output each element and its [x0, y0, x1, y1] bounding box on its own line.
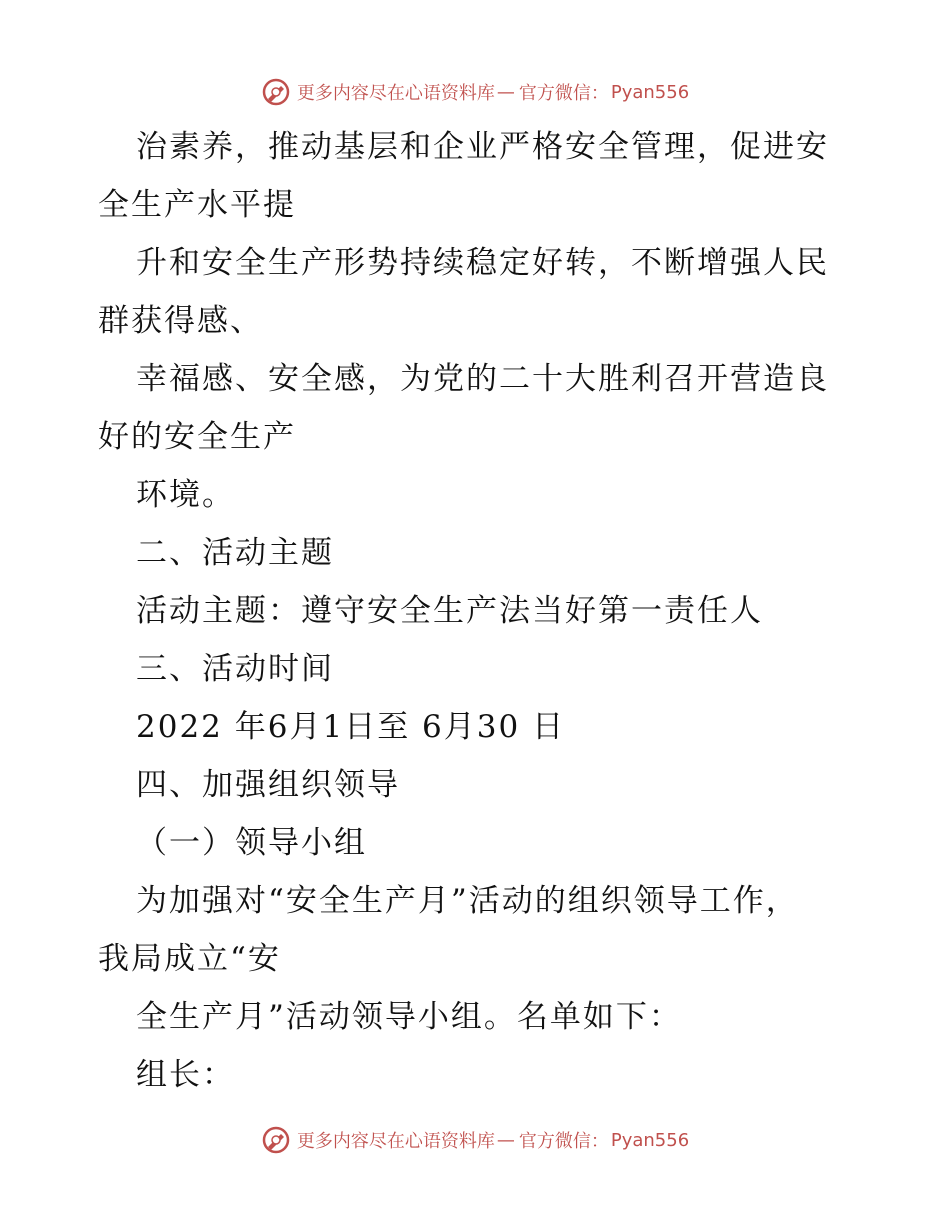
header-watermark — [0, 72, 950, 112]
watermark-brand: 更多内容尽在心语资料库 — [296, 83, 495, 104]
text-line: 2022 年6月1日至 6月30 日 — [136, 709, 566, 745]
text-line: 治素养，推动基层和企业严格安全管理，促进安 — [136, 129, 829, 165]
footer-watermark — [0, 1120, 950, 1160]
watermark-separator: — — [496, 81, 515, 103]
section-heading: 二、活动主题 — [136, 535, 334, 571]
watermark-separator: — — [496, 1129, 515, 1151]
pen-logo-icon — [261, 1125, 291, 1155]
text-line: 全生产月”活动领导小组。名单如下： — [136, 999, 682, 1035]
watermark-label: 官方微信： — [518, 1131, 609, 1152]
text-line: 群获得感、 — [98, 303, 263, 339]
document-body — [98, 118, 858, 1104]
subsection-heading: （一）领导小组 — [136, 825, 367, 861]
watermark-label: 官方微信： — [518, 83, 609, 104]
text-line: 好的安全生产 — [98, 419, 296, 455]
text-line: 幸福感、安全感，为党的二十大胜利召开营造良 — [136, 361, 829, 397]
text-line: 环境。 — [136, 477, 235, 513]
text-line: 活动主题：遵守安全生产法当好第一责任人 — [136, 593, 763, 629]
section-heading: 四、加强组织领导 — [136, 767, 400, 803]
watermark-brand: 更多内容尽在心语资料库 — [296, 1131, 495, 1152]
text-line: 升和安全生产形势持续稳定好转，不断增强人民 — [136, 245, 829, 281]
text-line: 我局成立“安 — [98, 941, 281, 977]
watermark-account: Pyan556 — [610, 81, 690, 103]
text-line: 组长： — [136, 1057, 235, 1093]
text-line: 全生产水平提 — [98, 187, 296, 223]
section-heading: 三、活动时间 — [136, 651, 334, 687]
text-line: 为加强对“安全生产月”活动的组织领导工作， — [136, 883, 799, 919]
pen-logo-icon — [261, 77, 291, 107]
watermark-account: Pyan556 — [610, 1129, 690, 1151]
